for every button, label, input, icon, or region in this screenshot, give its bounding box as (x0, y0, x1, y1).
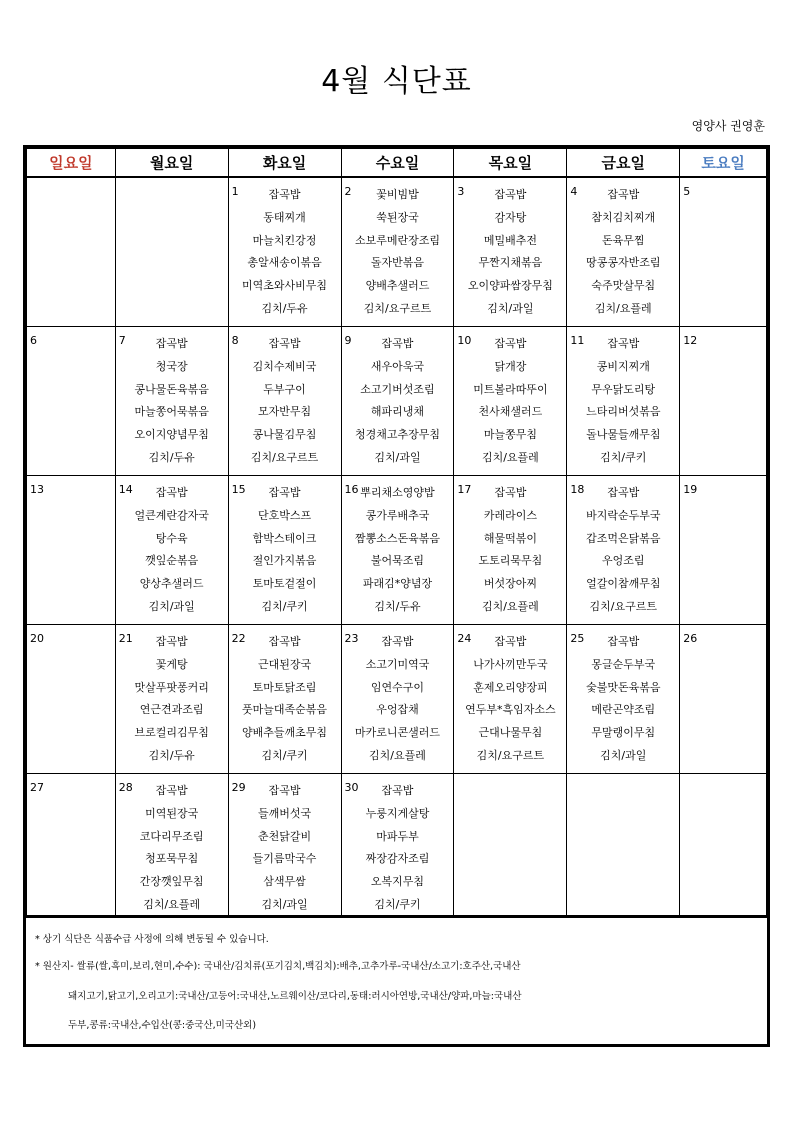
menu-item: 김치/요구르트 (250, 450, 319, 464)
day-cell (567, 327, 680, 476)
menu-item: 김치/두유 (261, 301, 308, 315)
menu-frame (23, 145, 770, 1047)
day-cell (680, 177, 767, 327)
week-row (27, 476, 767, 625)
menu-items (454, 476, 566, 619)
menu-item: 김치/쿠키 (261, 599, 308, 613)
menu-item: 소고기버섯조림 (360, 382, 435, 396)
menu-item: 양배추샐러드 (365, 279, 430, 293)
menu-item: 김치수제비국 (252, 359, 317, 373)
menu-item: 임연수구이 (370, 680, 425, 694)
day-number: 27 (30, 781, 44, 794)
menu-item: 잡곡밥 (381, 635, 414, 648)
menu-item: 무짠지채볶음 (478, 256, 543, 270)
menu-item: 함박스테이크 (252, 531, 317, 545)
menu-items (567, 476, 679, 619)
header-tuesday: 화요일 (228, 149, 341, 178)
menu-item: 잡곡밥 (268, 337, 301, 350)
menu-item: 마늘쫑무침 (483, 428, 537, 442)
menu-item: 김치/요플레 (143, 897, 201, 911)
menu-items (454, 327, 566, 470)
menu-item: 잡곡밥 (607, 337, 640, 350)
nutritionist-name: 영양사 권영훈 (691, 119, 765, 133)
day-number: 22 (231, 632, 246, 645)
menu-item: 코다리무조림 (139, 829, 204, 843)
menu-items (116, 476, 228, 619)
menu-item: 메밀배추전 (483, 233, 537, 247)
header-sunday: 일요일 (27, 149, 116, 178)
header-thursday: 목요일 (454, 149, 567, 178)
menu-item: 들기름막국수 (252, 852, 317, 866)
menu-item: 간장깻잎무침 (139, 875, 204, 889)
menu-item: 소고기미역국 (365, 657, 430, 671)
day-number: 21 (118, 632, 133, 645)
menu-item: 얼큰계란감자국 (134, 508, 209, 522)
day-number: 3 (457, 185, 465, 198)
day-number: 8 (231, 334, 239, 347)
menu-items (680, 625, 766, 631)
menu-item: 김치/과일 (261, 897, 308, 911)
day-cell (680, 327, 767, 476)
menu-item: 잡곡밥 (494, 486, 527, 499)
menu-item: 두부구이 (263, 382, 306, 396)
menu-item: 김치/요구르트 (476, 748, 545, 762)
menu-item: 잡곡밥 (381, 337, 414, 350)
menu-items (454, 774, 566, 780)
day-number: 17 (457, 483, 472, 496)
menu-item: 뿌리채소영양밥 (360, 486, 435, 499)
menu-item: 해물떡볶이 (483, 531, 537, 545)
menu-item: 단호박스프 (257, 508, 312, 522)
menu-item: 잡곡밥 (268, 784, 301, 797)
week-row (27, 774, 767, 918)
day-number: 4 (570, 185, 578, 198)
menu-item: 양상추샐러드 (139, 577, 204, 591)
menu-item: 탕수육 (155, 531, 188, 545)
menu-item: 땅콩콩자반조림 (586, 256, 661, 270)
menu-item: 마늘쫑어묵볶음 (134, 405, 209, 419)
menu-item: 삼색무쌈 (263, 875, 306, 889)
menu-items (342, 774, 454, 917)
menu-item: 마카로니콘샐러드 (354, 726, 440, 740)
menu-item: 총알새송이볶음 (247, 256, 322, 270)
menu-item: 버섯장아찌 (483, 577, 537, 591)
menu-item: 잡곡밥 (155, 486, 188, 499)
header-monday: 월요일 (115, 149, 228, 178)
week-row (27, 327, 767, 476)
day-cell (115, 625, 228, 774)
menu-item: 동태찌개 (263, 210, 306, 224)
header-saturday: 토요일 (680, 149, 767, 178)
menu-item: 연근견과조림 (139, 703, 204, 717)
menu-item: 메란곤약조림 (591, 703, 656, 717)
menu-item: 춘천닭갈비 (257, 829, 312, 843)
menu-item: 카레라이스 (483, 508, 537, 522)
menu-items (680, 476, 766, 482)
menu-item: 미역된장국 (145, 806, 199, 820)
calendar-body (27, 177, 767, 918)
weekday-header-row (27, 149, 767, 178)
menu-item: 잡곡밥 (268, 486, 301, 499)
menu-item: 꽃게탕 (155, 657, 188, 671)
menu-item: 돌자반볶음 (370, 256, 425, 270)
day-number: 11 (570, 334, 585, 347)
menu-item: 콩비지찌개 (596, 359, 650, 373)
menu-item: 꽃비빔밥 (376, 188, 419, 201)
menu-item: 우엉조림 (602, 554, 645, 568)
menu-item: 잡곡밥 (494, 188, 527, 201)
menu-item: 토마토겉절이 (252, 577, 317, 591)
menu-item: 콩나물김무침 (252, 428, 317, 442)
menu-item: 닭개장 (494, 359, 527, 373)
day-cell (115, 476, 228, 625)
day-cell (27, 476, 116, 625)
menu-item: 갑조먹은닭볶음 (586, 531, 661, 545)
day-number: 6 (30, 334, 37, 347)
menu-item: 오이양파쌈장무침 (467, 279, 553, 293)
menu-item: 잡곡밥 (155, 337, 188, 350)
note-origin-cont-1: 돼지고기,닭고기,오리고기:국내산/고등어:국내산,노르웨이산/코다리,동태:러시아연방,국내산/양파,마늘:국내산 (68, 991, 522, 1002)
week-row (27, 177, 767, 327)
menu-items (229, 476, 341, 619)
menu-items (454, 625, 566, 768)
menu-items (567, 178, 679, 321)
menu-item: 새우아욱국 (370, 359, 425, 373)
day-cell (454, 327, 567, 476)
day-number: 19 (683, 483, 698, 496)
menu-item: 근대나물무침 (478, 726, 543, 740)
day-cell (27, 774, 116, 918)
day-cell (115, 327, 228, 476)
day-number: 16 (344, 483, 359, 496)
day-cell (341, 476, 454, 625)
header-friday: 금요일 (567, 149, 680, 178)
menu-item: 김치/과일 (487, 301, 534, 315)
day-number: 5 (683, 185, 691, 198)
menu-item: 마파두부 (376, 829, 419, 843)
day-number: 30 (344, 781, 359, 794)
note-change-notice: * 상기 식단은 식품수급 사정에 의해 변동될 수 있습니다. (35, 934, 269, 945)
menu-item: 김치/과일 (148, 599, 195, 613)
note-origin-cont-2: 두부,콩류:국내산,수입산(콩:중국산,미국산외) (68, 1020, 257, 1031)
menu-item: 잡곡밥 (268, 635, 301, 648)
menu-item: 오복지무침 (370, 875, 425, 889)
menu-item: 콩나물돈육볶음 (134, 382, 209, 396)
menu-items (27, 178, 115, 184)
menu-item: 참치김치찌개 (591, 210, 656, 224)
day-number: 12 (683, 334, 698, 347)
menu-items (567, 327, 679, 470)
menu-item: 김치/쿠키 (600, 450, 647, 464)
menu-item: 들깨버섯국 (257, 806, 312, 820)
day-number: 14 (118, 483, 133, 496)
page-title: 4월 식단표 (321, 64, 472, 99)
menu-items (680, 774, 766, 780)
menu-items (27, 327, 115, 333)
day-cell (680, 625, 767, 774)
menu-item: 잡곡밥 (607, 188, 640, 201)
week-row (27, 625, 767, 774)
menu-items (680, 178, 766, 184)
day-cell (228, 625, 341, 774)
menu-item: 근대된장국 (257, 657, 312, 671)
menu-items (229, 625, 341, 768)
menu-item: 김치/과일 (374, 450, 421, 464)
menu-items (229, 327, 341, 470)
header-wednesday: 수요일 (341, 149, 454, 178)
day-number: 2 (344, 185, 352, 198)
notes-section (26, 915, 767, 1044)
day-cell (228, 177, 341, 327)
menu-item: 토마토닭조림 (252, 680, 317, 694)
day-cell (567, 625, 680, 774)
menu-item: 누룽지게살탕 (365, 806, 430, 820)
menu-item: 짜장감자조림 (365, 852, 430, 866)
menu-item: 돈육무찜 (602, 233, 645, 247)
menu-items (229, 178, 341, 321)
day-number: 1 (231, 185, 239, 198)
day-number: 10 (457, 334, 472, 347)
menu-item: 깻잎순볶음 (145, 554, 199, 568)
menu-item: 바지락순두부국 (586, 508, 661, 522)
menu-item: 김치/두유 (374, 599, 421, 613)
menu-item: 오이지양념무침 (134, 428, 209, 442)
menu-item: 브로컬리김무침 (134, 726, 209, 740)
menu-items (27, 625, 115, 631)
menu-item: 김치/요구르트 (589, 599, 657, 613)
menu-item: 잡곡밥 (155, 635, 188, 648)
menu-items (342, 625, 454, 768)
menu-item: 파래김*양념장 (362, 577, 433, 591)
day-cell (27, 625, 116, 774)
menu-items (567, 625, 679, 768)
day-number: 15 (231, 483, 246, 496)
menu-item: 김치/요플레 (369, 748, 426, 762)
menu-item: 잡곡밥 (155, 784, 188, 797)
menu-items (342, 327, 454, 470)
menu-item: 훈제오리양장피 (473, 680, 548, 694)
menu-item: 해파리냉채 (370, 405, 425, 419)
menu-item: 몽글순두부국 (591, 657, 656, 671)
menu-item: 잡곡밥 (494, 337, 527, 350)
day-cell (228, 774, 341, 918)
menu-item: 감자탕 (494, 210, 527, 224)
menu-item: 불어묵조림 (370, 554, 425, 568)
menu-items (342, 178, 454, 321)
menu-items (116, 625, 228, 768)
menu-item: 잡곡밥 (494, 635, 527, 648)
day-cell (454, 625, 567, 774)
menu-item: 마늘치킨강정 (252, 233, 317, 247)
menu-item: 소보루메란장조림 (354, 233, 440, 247)
day-cell (454, 177, 567, 327)
day-number: 26 (683, 632, 698, 645)
menu-item: 절인가지볶음 (252, 554, 317, 568)
menu-item: 김치/쿠키 (374, 897, 421, 911)
menu-items (27, 476, 115, 482)
day-number: 9 (344, 334, 352, 347)
menu-item: 풋마늘대족순볶음 (242, 703, 328, 717)
day-cell (567, 476, 680, 625)
menu-item: 미트볼라따뚜이 (473, 382, 548, 396)
day-cell (680, 476, 767, 625)
day-number: 29 (231, 781, 246, 794)
menu-item: 천사채샐러드 (478, 405, 543, 419)
menu-items (116, 327, 228, 470)
day-cell (228, 476, 341, 625)
note-origin: * 원산지- 쌀류(쌀,흑미,보리,현미,수수): 국내산/김치류(포기김치,백김치):배추,고추가루-국내산/소고기:호주산,국내산 (35, 961, 521, 972)
day-cell (228, 327, 341, 476)
menu-item: 우엉잡채 (376, 703, 419, 717)
menu-item: 얼갈이참깨무침 (586, 577, 661, 591)
menu-item: 김치/과일 (600, 748, 647, 762)
menu-item: 잡곡밥 (268, 188, 301, 201)
day-cell (27, 327, 116, 476)
menu-item: 도토리묵무침 (478, 554, 543, 568)
day-cell (454, 774, 567, 918)
menu-item: 돌나물들깨무침 (586, 428, 661, 442)
menu-item: 김치/요구르트 (363, 301, 432, 315)
day-number: 25 (570, 632, 585, 645)
menu-item: 나가사끼만두국 (473, 657, 548, 671)
menu-items (229, 774, 341, 917)
day-number: 23 (344, 632, 359, 645)
day-number: 13 (30, 483, 44, 496)
day-number: 7 (118, 334, 126, 347)
day-number: 18 (570, 483, 585, 496)
menu-item: 쑥된장국 (376, 210, 419, 224)
day-cell (567, 774, 680, 918)
menu-items (116, 178, 228, 184)
menu-item: 미역초와사비무침 (242, 279, 328, 293)
menu-table (26, 148, 767, 918)
day-cell (680, 774, 767, 918)
menu-item: 김치/요플레 (594, 301, 652, 315)
menu-item: 맛살푸팟퐁커리 (134, 680, 209, 694)
menu-item: 숙주맛살무침 (591, 279, 656, 293)
day-cell (567, 177, 680, 327)
day-cell (454, 476, 567, 625)
menu-item: 잡곡밥 (381, 784, 414, 797)
day-cell (115, 177, 228, 327)
day-cell (27, 177, 116, 327)
menu-item: 김치/쿠키 (261, 748, 308, 762)
day-cell (341, 327, 454, 476)
menu-item: 무말랭이무침 (591, 726, 656, 740)
menu-items (342, 476, 454, 619)
menu-items (27, 774, 115, 780)
menu-items (680, 327, 766, 333)
day-number: 28 (118, 781, 133, 794)
menu-item: 김치/두유 (148, 450, 195, 464)
menu-item: 양배추들깨초무침 (242, 726, 328, 740)
menu-item: 무우닭도리탕 (591, 382, 656, 396)
menu-item: 김치/두유 (148, 748, 195, 762)
menu-item: 짬뽕소스돈육볶음 (354, 531, 440, 545)
day-number: 20 (30, 632, 44, 645)
menu-item: 김치/요플레 (481, 599, 539, 613)
day-cell (341, 177, 454, 327)
menu-item: 콩가루배추국 (365, 508, 430, 522)
day-cell (341, 774, 454, 918)
day-cell (341, 625, 454, 774)
menu-item: 연두부*흑임자소스 (465, 703, 556, 717)
menu-item: 느타리버섯볶음 (586, 405, 661, 419)
menu-items (116, 774, 228, 917)
menu-item: 잡곡밥 (607, 635, 640, 648)
menu-item: 잡곡밥 (607, 486, 640, 499)
menu-item: 청포묵무침 (145, 852, 199, 866)
menu-items (454, 178, 566, 321)
menu-item: 김치/요플레 (481, 450, 539, 464)
menu-item: 숯불맛돈육볶음 (586, 680, 661, 694)
menu-items (567, 774, 679, 780)
menu-item: 모자반무침 (257, 405, 312, 419)
day-number: 24 (457, 632, 472, 645)
menu-item: 청국장 (155, 359, 188, 373)
day-cell (115, 774, 228, 918)
menu-item: 청경채고추장무침 (354, 428, 440, 442)
